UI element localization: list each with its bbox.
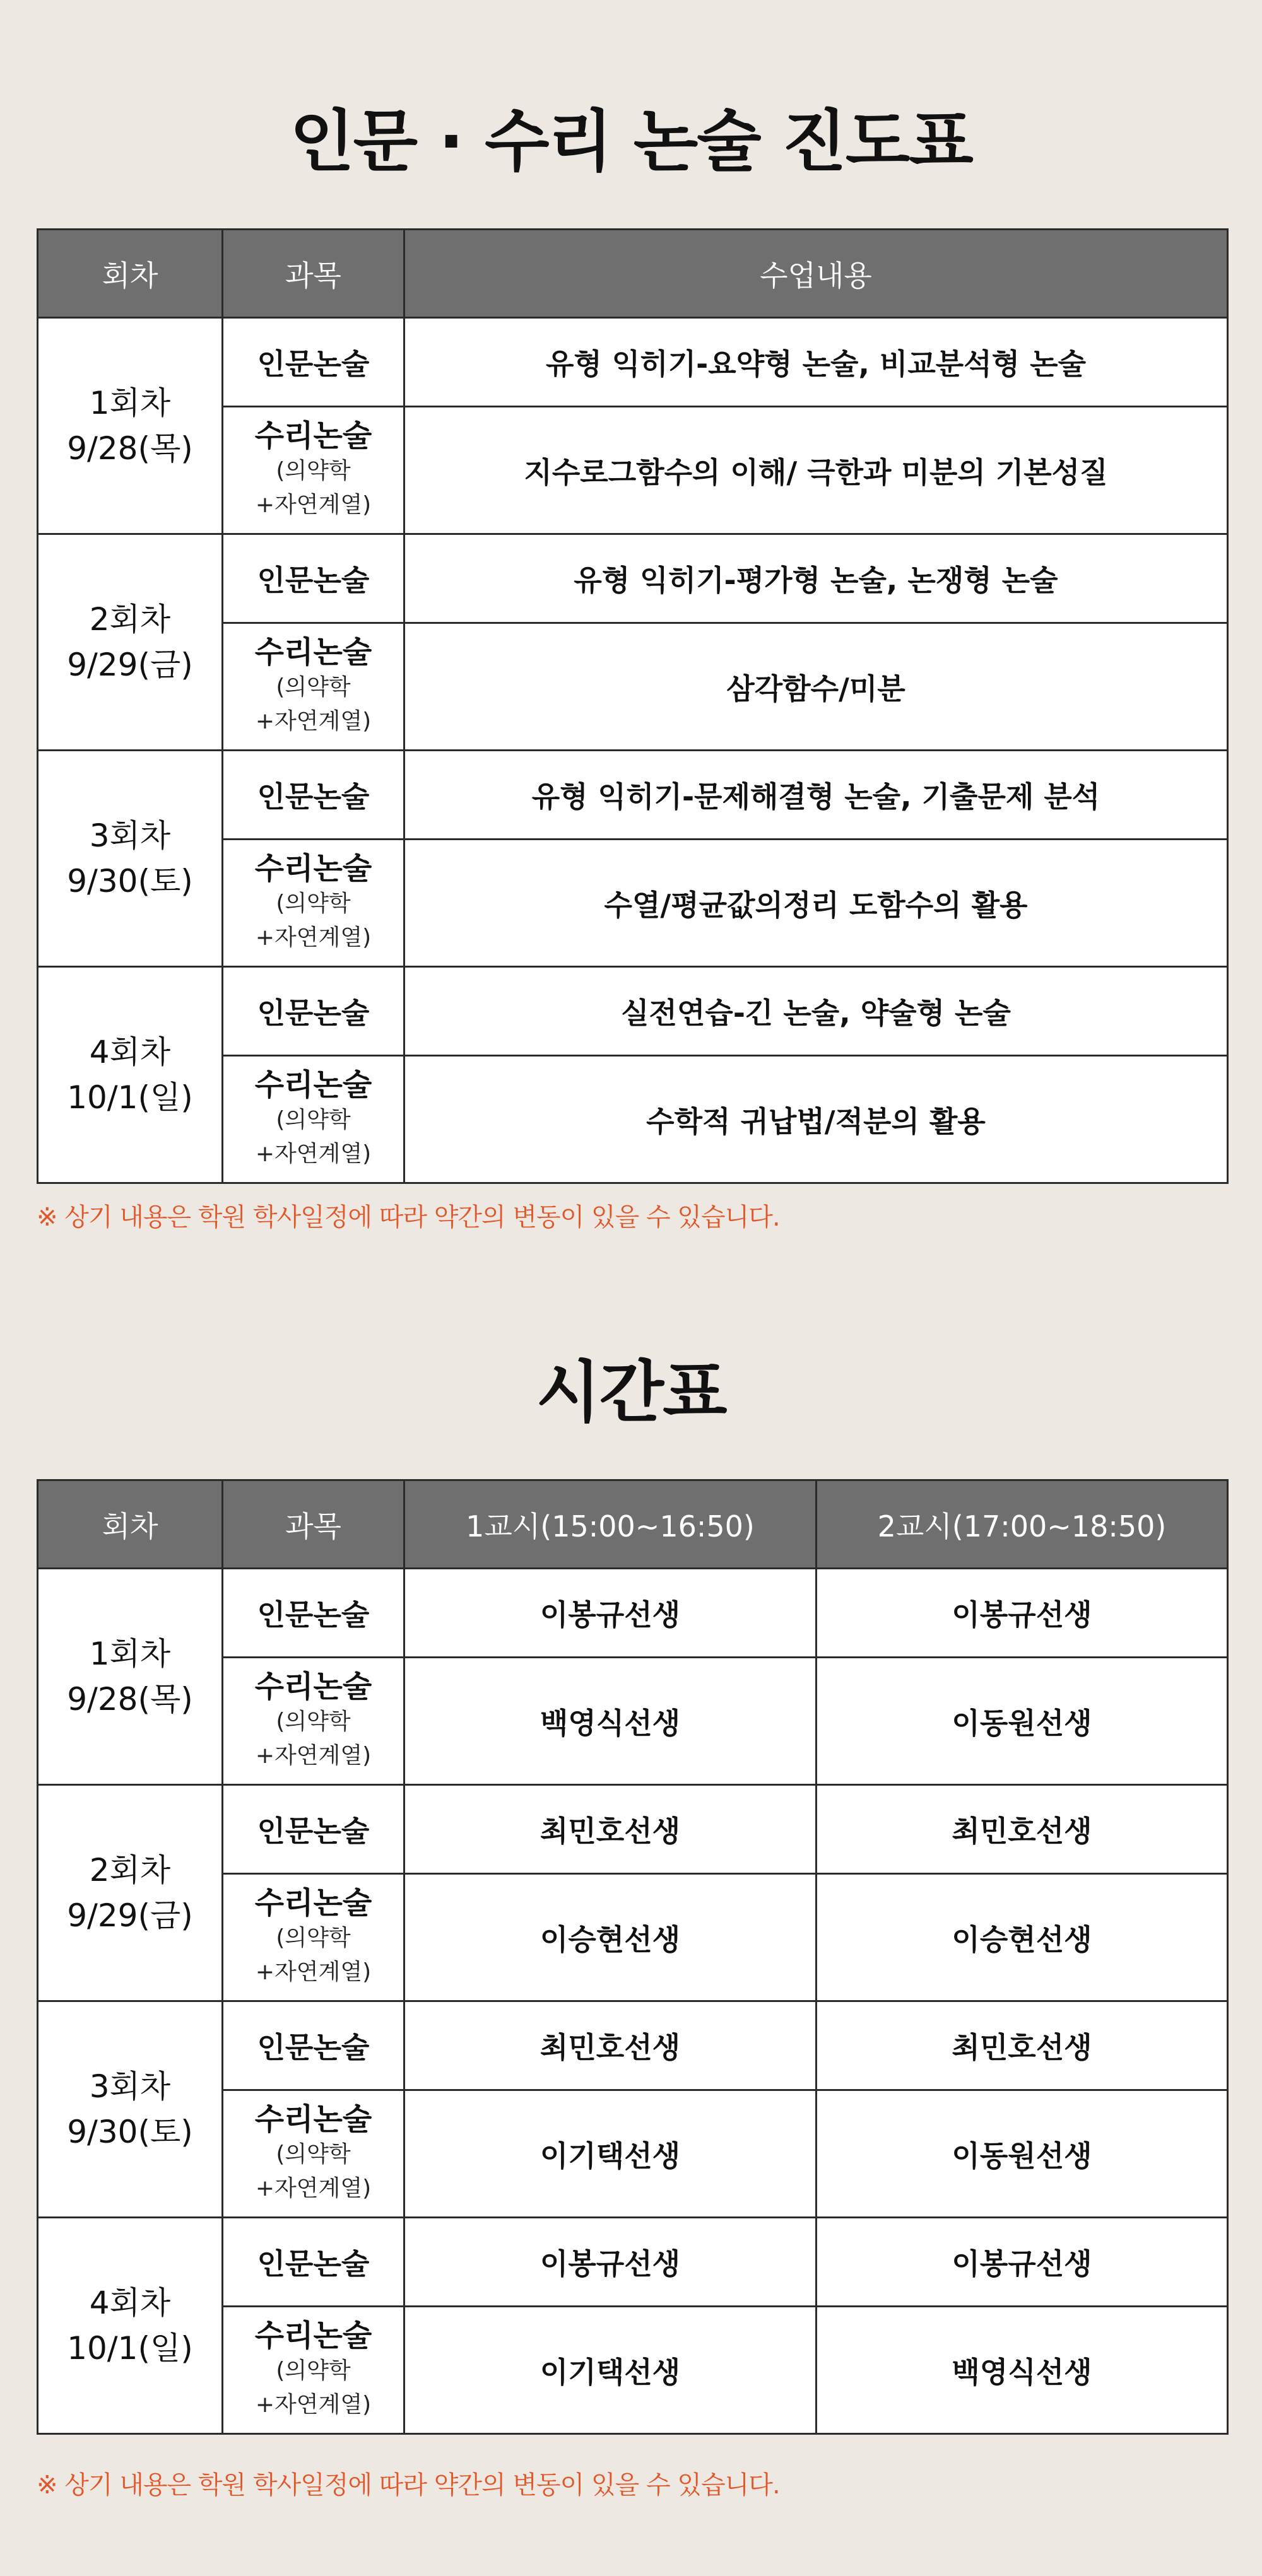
subject-note: (의약학	[276, 2358, 351, 2384]
subject-cell: 인문논술	[223, 2001, 404, 2090]
teacher-cell: 이기택선생	[404, 2090, 817, 2218]
subject-note: +자연계열)	[255, 2175, 372, 2202]
subject-cell	[223, 2307, 404, 2434]
subject-name: 수리논술	[254, 634, 372, 670]
teacher-cell: 최민호선생	[404, 1785, 817, 1874]
teacher-cell: 이봉규선생	[817, 1569, 1228, 1658]
subject-note: +자연계열)	[255, 1141, 372, 1168]
timetable-notice: ※ 상기 내용은 학원 학사일정에 따라 약간의 변동이 있을 수 있습니다.	[37, 2471, 780, 2500]
content-cell: 유형 익히기-평가형 논술, 논쟁형 논술	[404, 534, 1228, 623]
header-subject: 과목	[223, 1480, 404, 1569]
session-date: 9/29(금)	[67, 647, 193, 683]
subject-cell: 인문논술	[223, 2218, 404, 2307]
session-number: 2회차	[89, 600, 171, 638]
table-row	[38, 534, 1228, 623]
header-session: 회차	[38, 1480, 223, 1569]
teacher-cell: 최민호선생	[817, 2001, 1228, 2090]
table-row	[38, 967, 1228, 1056]
subject-note: (의약학	[276, 458, 351, 484]
subject-cell	[223, 840, 404, 967]
session-number: 3회차	[89, 2068, 171, 2105]
content-cell: 실전연습-긴 논술, 약술형 논술	[404, 967, 1228, 1056]
session-cell	[38, 751, 223, 967]
table-row	[38, 2001, 1228, 2090]
session-date: 9/29(금)	[67, 1897, 193, 1934]
subject-note: (의약학	[276, 891, 351, 917]
header-subject: 과목	[223, 230, 404, 318]
subject-cell	[223, 623, 404, 751]
teacher-cell: 백영식선생	[404, 1658, 817, 1785]
session-number: 4회차	[89, 2284, 171, 2321]
header-content: 수업내용	[404, 230, 1228, 318]
subject-name: 수리논술	[254, 1885, 372, 1921]
subject-name: 수리논술	[254, 418, 372, 454]
teacher-cell: 최민호선생	[817, 1785, 1228, 1874]
session-number: 4회차	[89, 1033, 171, 1070]
subject-cell	[223, 2090, 404, 2218]
header-session: 회차	[38, 230, 223, 318]
teacher-cell: 백영식선생	[817, 2307, 1228, 2434]
subject-cell: 인문논술	[223, 318, 404, 407]
subject-cell: 인문논술	[223, 534, 404, 623]
session-cell	[38, 2218, 223, 2434]
subject-name: 수리논술	[254, 1668, 372, 1704]
subject-note: (의약학	[276, 1925, 351, 1952]
teacher-cell: 이봉규선생	[404, 2218, 817, 2307]
subject-note: (의약학	[276, 1709, 351, 1735]
subject-note: +자연계열)	[255, 925, 372, 951]
teacher-cell: 이봉규선생	[817, 2218, 1228, 2307]
session-number: 2회차	[89, 1851, 171, 1888]
content-cell: 삼각함수/미분	[404, 623, 1228, 751]
schedule-table	[37, 228, 1229, 1184]
session-date: 10/1(일)	[67, 1079, 193, 1116]
content-cell: 수학적 귀납법/적분의 활용	[404, 1056, 1228, 1183]
subject-note: +자연계열)	[255, 2392, 372, 2418]
header-period2: 2교시(17:00~18:50)	[817, 1480, 1228, 1569]
session-cell	[38, 967, 223, 1183]
session-cell	[38, 1569, 223, 1785]
subject-name: 수리논술	[254, 2317, 372, 2353]
session-date: 9/30(토)	[67, 863, 193, 899]
subject-cell	[223, 1874, 404, 2001]
subject-note: (의약학	[276, 674, 351, 701]
subject-cell: 인문논술	[223, 1785, 404, 1874]
session-date: 9/28(목)	[67, 1681, 193, 1718]
schedule-title: 인문 · 수리 논술 진도표	[290, 103, 972, 180]
subject-note: (의약학	[276, 2141, 351, 2168]
session-date: 9/28(목)	[67, 430, 193, 467]
subject-note: +자연계열)	[255, 1959, 372, 1986]
teacher-cell: 최민호선생	[404, 2001, 817, 2090]
subject-cell: 인문논술	[223, 1569, 404, 1658]
content-cell: 유형 익히기-요약형 논술, 비교분석형 논술	[404, 318, 1228, 407]
subject-name: 수리논술	[254, 850, 372, 886]
timetable-header-row	[38, 1480, 1228, 1569]
subject-note: +자연계열)	[255, 708, 372, 735]
timetable-title: 시간표	[536, 1354, 726, 1431]
subject-cell: 인문논술	[223, 751, 404, 840]
table-row	[38, 751, 1228, 840]
schedule-header-row	[38, 230, 1228, 318]
session-number: 1회차	[89, 384, 171, 421]
header-period1: 1교시(15:00~16:50)	[404, 1480, 817, 1569]
session-number: 1회차	[89, 1635, 171, 1672]
content-cell: 유형 익히기-문제해결형 논술, 기출문제 분석	[404, 751, 1228, 840]
table-row	[38, 1785, 1228, 1874]
subject-note: +자연계열)	[255, 1743, 372, 1769]
teacher-cell: 이승현선생	[404, 1874, 817, 2001]
subject-name: 수리논술	[254, 1067, 372, 1103]
session-date: 9/30(토)	[67, 2114, 193, 2150]
subject-cell	[223, 407, 404, 534]
content-cell: 수열/평균값의정리 도함수의 활용	[404, 840, 1228, 967]
session-number: 3회차	[89, 817, 171, 854]
subject-note: (의약학	[276, 1107, 351, 1133]
content-cell: 지수로그함수의 이해/ 극한과 미분의 기본성질	[404, 407, 1228, 534]
schedule-notice: ※ 상기 내용은 학원 학사일정에 따라 약간의 변동이 있을 수 있습니다.	[37, 1203, 780, 1232]
teacher-cell: 이승현선생	[817, 1874, 1228, 2001]
session-cell	[38, 534, 223, 751]
session-cell	[38, 1785, 223, 2001]
subject-name: 수리논술	[254, 2101, 372, 2137]
table-row	[38, 2218, 1228, 2307]
subject-cell	[223, 1658, 404, 1785]
table-row	[38, 1569, 1228, 1658]
timetable-table	[37, 1479, 1229, 2435]
session-cell	[38, 318, 223, 534]
teacher-cell: 이기택선생	[404, 2307, 817, 2434]
teacher-cell: 이봉규선생	[404, 1569, 817, 1658]
subject-note: +자연계열)	[255, 492, 372, 518]
teacher-cell: 이동원선생	[817, 1658, 1228, 1785]
teacher-cell: 이동원선생	[817, 2090, 1228, 2218]
subject-cell: 인문논술	[223, 967, 404, 1056]
table-row	[38, 318, 1228, 407]
session-date: 10/1(일)	[67, 2330, 193, 2367]
session-cell	[38, 2001, 223, 2218]
subject-cell	[223, 1056, 404, 1183]
